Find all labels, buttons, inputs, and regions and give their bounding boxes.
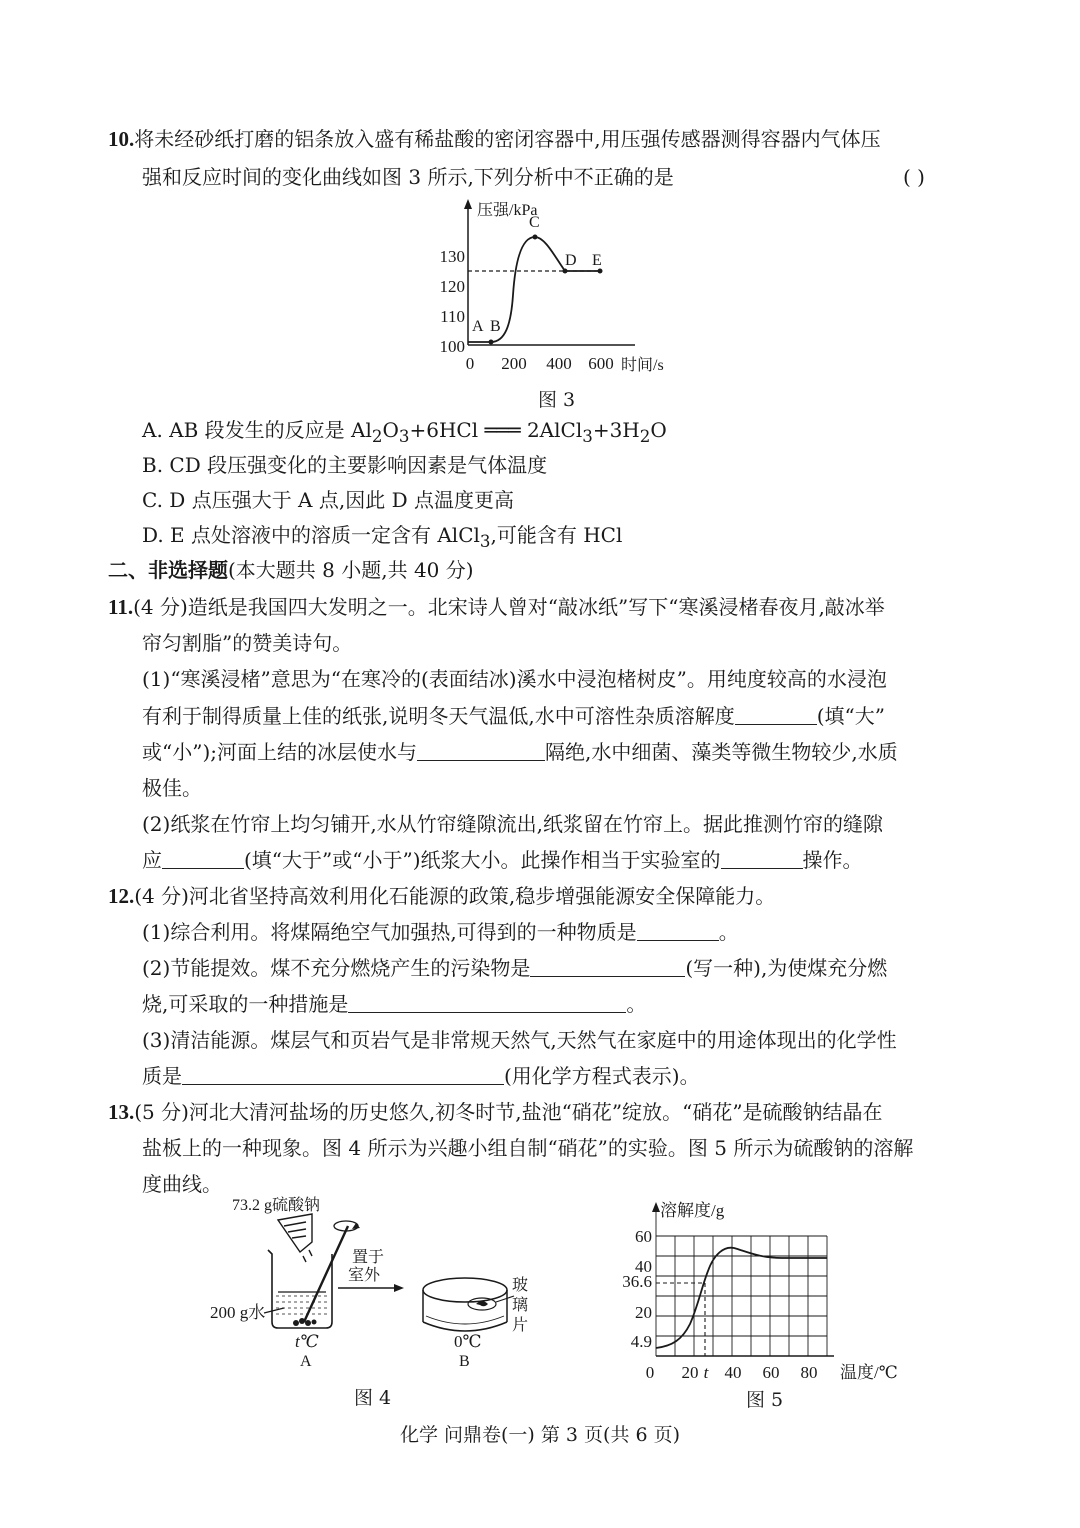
opt-d-text: D. E 点处溶液中的溶质一定含有 AlCl [142, 523, 480, 547]
fig5-ylabel: 溶解度/g [660, 1201, 725, 1220]
q11-p1-line3b: 隔绝,水中细菌、藻类等微生物较少,水质 [545, 740, 898, 764]
fig3-point-e [598, 269, 603, 274]
q11-line2: 帘匀割脂”的赞美诗句。 [142, 631, 353, 655]
q10-answer-paren: ( ) [903, 165, 925, 189]
opt-a-sub4: 2 [639, 427, 651, 446]
opt-d-sub: 3 [479, 532, 491, 551]
page-footer: 化学 问鼎卷(一) 第 3 页(共 6 页) [399, 1424, 681, 1446]
fig3-curve [468, 237, 600, 342]
q10-line2: 强和反应时间的变化曲线如图 3 所示,下列分析中不正确的是 [142, 165, 674, 189]
opt-a-end: O [650, 418, 667, 442]
q12-number: 12. [108, 884, 135, 908]
q13-line3: 度曲线。 [142, 1172, 222, 1196]
fig3-label-d: D [565, 252, 577, 269]
fig3-ytick-100: 100 [439, 337, 465, 356]
q12-p2b: (写一种),为使煤充分燃 [685, 956, 888, 980]
q11-p1-line2a: 有利于制得质量上佳的纸张,说明冬天气温低,水中可溶性杂质溶解度 [142, 704, 735, 728]
q11-text-1: (4 分)造纸是我国四大发明之一。北宋诗人曾对“敲冰纸”写下“寒溪浸楮春夜月,敲冰举 [133, 595, 885, 619]
fig5-xtick-0: 0 [645, 1363, 655, 1382]
fig5-xlabel: 温度/℃ [840, 1363, 898, 1382]
q10-option-c: C. D 点压强大于 A 点,因此 D 点温度更高 [142, 488, 514, 512]
fig3-point-b [489, 340, 494, 345]
fig4-glass-2: 璃 [512, 1297, 529, 1314]
fig3-xlabel: 时间/s [621, 357, 664, 374]
fig5-ytick-20: 20 [635, 1303, 652, 1322]
fig5-curve [656, 1248, 827, 1348]
fig4-dish-b [423, 1278, 514, 1331]
fig3-point-labels [472, 214, 602, 335]
q11-p2-line1: (2)纸浆在竹帘上均匀铺开,水从竹帘缝隙流出,纸浆留在竹帘上。据此推测竹帘的缝隙 [142, 812, 884, 836]
figure-3-caption: 图 3 [538, 389, 576, 411]
fig4-water-pointer [264, 1308, 284, 1313]
fig3-ytick-120: 120 [439, 277, 465, 296]
fig5-xtick-60: 60 [762, 1363, 780, 1382]
fig3-label-a: A [472, 318, 484, 335]
fig5-ytick-40: 40 [635, 1257, 652, 1276]
fig4-paper [278, 1214, 312, 1262]
q12-p1 [142, 922, 739, 942]
opt-a-sub1: 2 [371, 427, 383, 446]
fig5-xtick-80: 80 [800, 1363, 818, 1382]
q13-line1 [108, 1102, 883, 1123]
fig5-ytick-4-9: 4.9 [630, 1332, 652, 1351]
fig4-water-label: 200 g水 [210, 1303, 266, 1322]
q11-blank-4[interactable] [721, 850, 803, 869]
q12-p3c: (用化学方程式表示)。 [504, 1064, 700, 1088]
figure-4-diagram [200, 1192, 560, 1372]
opt-a-sub3: 3 [582, 427, 593, 446]
q10-number: 10. [108, 127, 135, 151]
q11-p2-line2b: (填“大于”或“小于”)纸浆大小。此操作相当于实验室的 [244, 848, 721, 872]
q13-number: 13. [108, 1100, 135, 1124]
q11-blank-1[interactable] [735, 706, 817, 725]
fig5-ytick-36-6: 36.6 [622, 1272, 652, 1291]
q12-blank-1[interactable] [637, 922, 719, 941]
fig3-point-c [533, 235, 538, 240]
q12-blank-2[interactable] [530, 958, 685, 977]
fig4-arrow-bottom: 室外 [348, 1267, 381, 1284]
fig3-xtick-0: 0 [465, 354, 475, 373]
q11-p1-line1: (1)“寒溪浸楮”意思为“在寒冷的(表面结冰)溪水中浸泡楮树皮”。用纯度较高的水浸泡 [142, 667, 887, 691]
opt-a-mid3: +3H [592, 418, 640, 442]
q11-p1-line4: 极佳。 [142, 776, 202, 800]
q11-p2-line2 [142, 850, 863, 870]
q10-option-d [142, 525, 622, 551]
q11-blank-2[interactable] [417, 742, 545, 761]
fig3-ytick-110: 110 [440, 307, 465, 326]
opt-a-mid1: O [382, 418, 399, 442]
figure-5-chart [612, 1196, 912, 1386]
fig3-xtick-600: 600 [588, 354, 614, 373]
q12-p2-line1 [142, 958, 887, 978]
q10-line1 [108, 129, 881, 150]
opt-a-sub2: 3 [398, 427, 410, 446]
fig5-grid [656, 1208, 834, 1356]
q12-p1a: (1)综合利用。将煤隔绝空气加强热,可得到的一种物质是 [142, 920, 637, 944]
q12-p2d: 。 [626, 992, 647, 1016]
q11-p1-line2 [142, 706, 885, 726]
fig4-arrow-top: 置于 [352, 1249, 385, 1266]
fig5-ytick-60: 60 [635, 1227, 652, 1246]
q12-text-1: (4 分)河北省坚持高效利用化石能源的政策,稳步增强能源安全保障能力。 [134, 884, 776, 908]
q11-number: 11. [108, 595, 134, 619]
fig4-temp-b: 0℃ [454, 1332, 482, 1351]
fig3-xtick-200: 200 [501, 354, 527, 373]
fig3-xtick-400: 400 [546, 354, 572, 373]
fig4-solute-label: 73.2 g硫酸钠 [232, 1197, 321, 1214]
fig3-label-c: C [529, 214, 540, 231]
q11-blank-3[interactable] [162, 850, 244, 869]
section-2-note: (本大题共 8 小题,共 40 分) [228, 558, 474, 582]
fig4-label-a: A [300, 1353, 312, 1370]
fig3-points [489, 235, 603, 345]
q11-p1-line3a: 或“小”);河面上结的冰层使水与 [142, 740, 417, 764]
fig4-temp-a: t℃ [295, 1332, 319, 1351]
fig5-guides [656, 1283, 705, 1356]
q12-p1b: 。 [718, 920, 739, 944]
q12-line1 [108, 886, 775, 907]
q12-p2-line2 [142, 994, 646, 1014]
fig4-arrow [338, 1284, 404, 1292]
q12-p2a: (2)节能提效。煤不充分燃烧产生的污染物是 [142, 956, 531, 980]
fig5-xtick-40: 40 [724, 1363, 742, 1382]
section-2-header [108, 560, 474, 580]
fig3-label-b: B [490, 318, 501, 335]
fig3-label-e: E [592, 252, 602, 269]
fig3-xticks [466, 354, 614, 373]
fig4-label-b: B [459, 1353, 470, 1370]
q11-p1-line2b: (填“大” [816, 704, 885, 728]
q11-p1-line3 [142, 742, 898, 762]
fig4-glass-3: 片 [512, 1317, 529, 1334]
fig3-ytick-130: 130 [439, 247, 465, 266]
fig5-xtick-20: 20 [681, 1363, 699, 1382]
q12-p3-line2 [142, 1066, 700, 1086]
q10-option-b: B. CD 段压强变化的主要影响因素是气体温度 [142, 453, 548, 477]
q10-option-a [142, 420, 667, 446]
q12-p3b: 质是 [142, 1064, 182, 1088]
opt-a-mid2: +6HCl ═══ 2AlCl [409, 418, 583, 442]
q13-text-1: (5 分)河北大清河盐场的历史悠久,初冬时节,盐池“硝花”绽放。“硝花”是硫酸钠结晶在 [134, 1100, 883, 1124]
fig3-ylabel: 压强/kPa [477, 202, 538, 219]
fig5-y-arrow [652, 1202, 660, 1212]
fig5-yticks [622, 1227, 652, 1351]
fig5-xtick-t: t [703, 1363, 709, 1382]
opt-a-text: A. AB 段发生的反应是 Al [142, 418, 372, 442]
fig5-xticks [646, 1363, 818, 1382]
figure-3-chart [425, 195, 685, 375]
q10-text-1: 将未经砂纸打磨的铝条放入盛有稀盐酸的密闭容器中,用压强传感器测得容器内气体压 [134, 127, 881, 151]
q13-line2: 盐板上的一种现象。图 4 所示为兴趣小组自制“硝花”的实验。图 5 所示为硫酸钠的溶解 [142, 1136, 914, 1160]
q12-p2c: 烧,可采取的一种措施是 [142, 992, 349, 1016]
fig3-yticks [440, 247, 466, 356]
q11-line1 [108, 597, 885, 618]
q11-p2-line2c: 操作。 [802, 848, 863, 872]
q11-p2-line2a: 应 [142, 848, 162, 872]
fig3-point-d [563, 269, 568, 274]
q12-blank-3[interactable] [348, 994, 626, 1013]
figure-4-caption: 图 4 [354, 1387, 392, 1409]
fig4-glass-1: 玻 [512, 1277, 529, 1294]
opt-d-end: ,可能含有 HCl [490, 523, 623, 547]
section-2-title: 二、非选择题 [108, 558, 228, 582]
q12-p3-line1: (3)清洁能源。煤层气和页岩气是非常规天然气,天然气在家庭中的用途体现出的化学性 [142, 1028, 897, 1052]
q12-blank-4[interactable] [182, 1066, 504, 1085]
figure-5-caption: 图 5 [746, 1389, 784, 1411]
